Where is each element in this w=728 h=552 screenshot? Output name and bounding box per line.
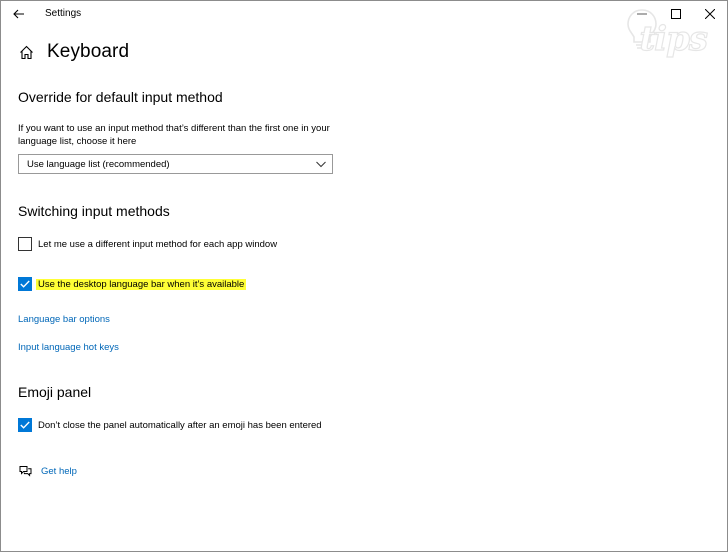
minimize-icon	[637, 9, 647, 19]
page-header	[18, 41, 129, 63]
dropdown-selected-value: Use language list (recommended)	[27, 159, 170, 170]
maximize-button[interactable]	[659, 1, 693, 27]
desktop-language-bar-checkbox[interactable]	[18, 277, 32, 291]
back-button[interactable]	[9, 4, 29, 24]
desktop-language-bar-checkbox-row[interactable]	[18, 277, 246, 291]
checkmark-icon	[20, 421, 30, 429]
window-title: Settings	[45, 8, 82, 19]
language-bar-options-link[interactable]: Language bar options	[18, 314, 110, 325]
window-controls	[625, 1, 727, 27]
override-description: If you want to use an input method that’s different than the first one in your language list, choose it here	[18, 123, 330, 147]
emoji-keep-open-checkbox[interactable]	[18, 418, 32, 432]
get-help-row[interactable]	[18, 464, 77, 478]
input-method-dropdown[interactable]	[18, 154, 333, 174]
back-arrow-icon	[13, 9, 25, 19]
emoji-heading: Emoji panel	[18, 384, 92, 400]
checkmark-icon	[20, 280, 30, 288]
maximize-icon	[671, 9, 681, 19]
get-help-link[interactable]: Get help	[41, 465, 77, 477]
override-heading: Override for default input method	[18, 89, 223, 105]
help-chat-icon	[18, 464, 32, 478]
chevron-down-icon	[316, 160, 326, 168]
page-title: Keyboard	[47, 41, 130, 62]
close-button[interactable]	[693, 1, 727, 27]
emoji-keep-open-checkbox-row[interactable]	[18, 418, 322, 432]
home-icon[interactable]	[18, 44, 34, 60]
per-app-input-checkbox[interactable]	[18, 237, 32, 251]
title-bar	[1, 1, 727, 27]
emoji-keep-open-label: Don’t close the panel automatically after an emoji has been entered	[38, 419, 322, 431]
desktop-language-bar-label: Use the desktop language bar when it’s available	[38, 278, 245, 290]
per-app-input-label: Let me use a different input method for each app window	[38, 238, 278, 250]
home-glyph	[19, 45, 34, 60]
per-app-input-checkbox-row[interactable]	[18, 237, 277, 251]
minimize-button[interactable]	[625, 1, 659, 27]
switching-heading: Switching input methods	[18, 203, 170, 219]
close-icon	[705, 9, 715, 19]
watermark-text: tips	[639, 19, 707, 59]
input-language-hot-keys-link[interactable]: Input language hot keys	[18, 342, 119, 353]
